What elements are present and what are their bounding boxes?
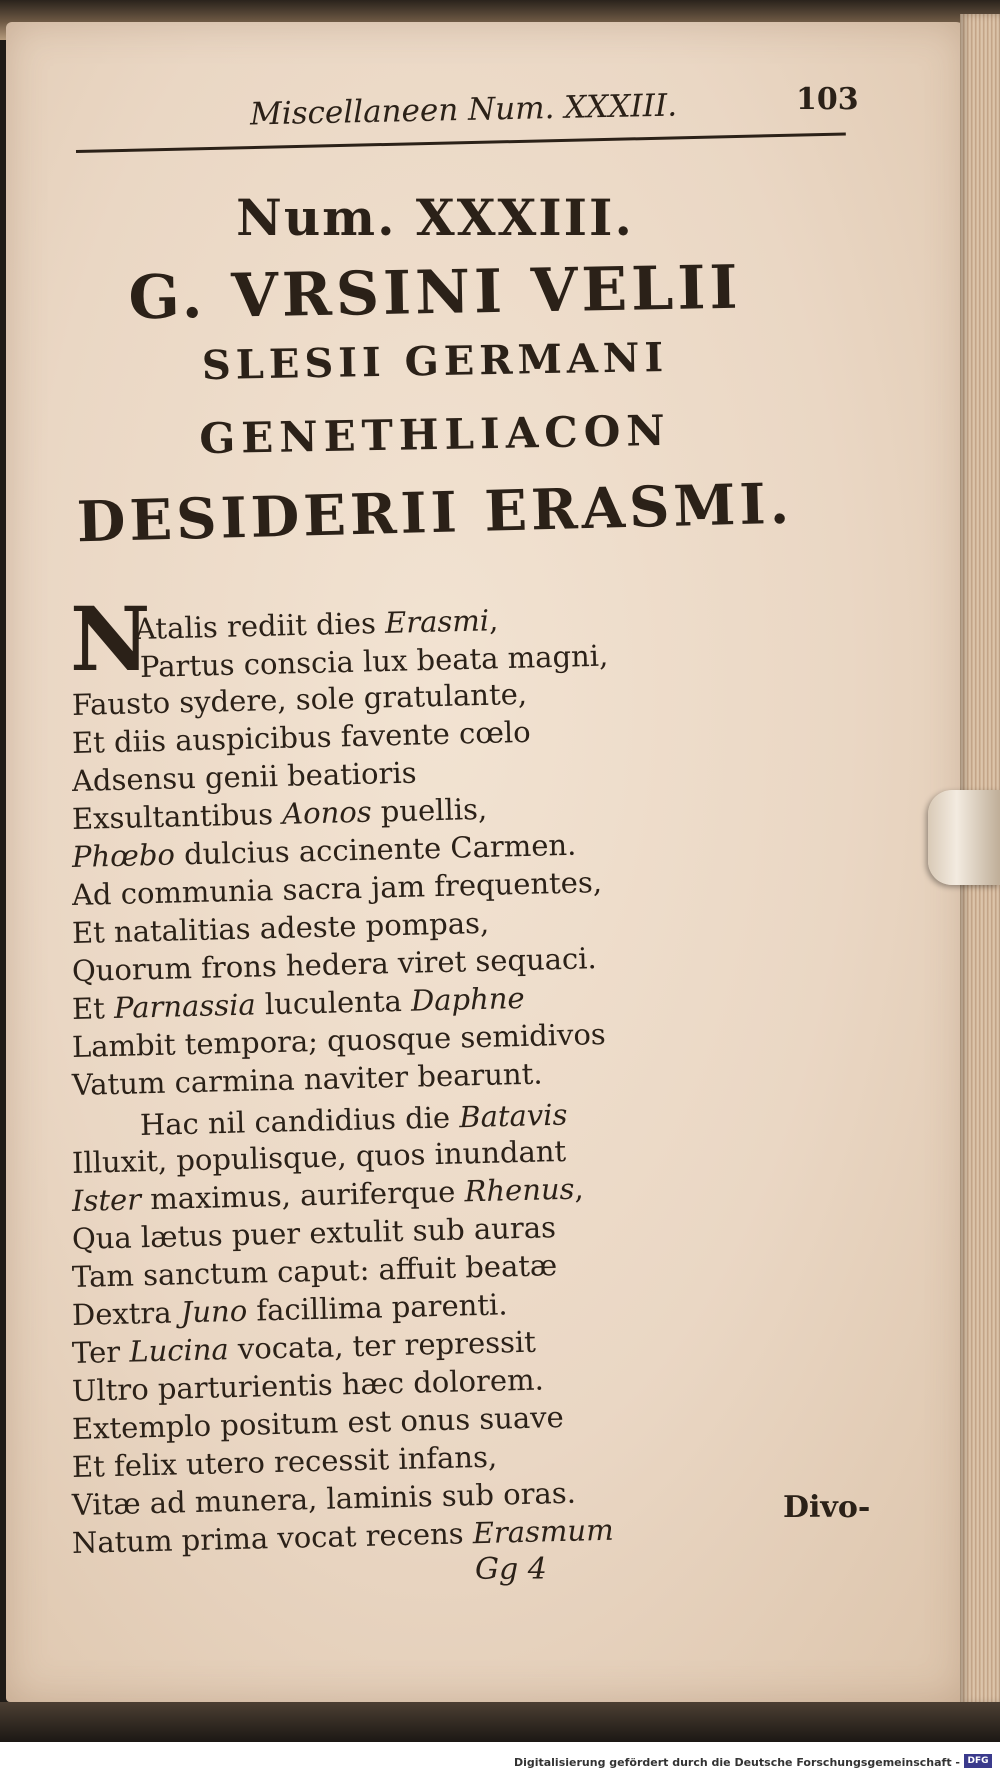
poem-line: Qua lætus puer extulit sub auras <box>71 1210 557 1256</box>
title-genre: GENETHLIACON <box>198 405 672 464</box>
poem-line: Dextra Juno facillima parenti. <box>71 1287 508 1332</box>
title-origin: SLESII GERMANI <box>201 333 669 390</box>
catchword: Divo- <box>783 1490 871 1525</box>
poem-line: Extemplo positum est onus suave <box>71 1399 565 1446</box>
poem-line: Atalis rediit dies Erasmi, <box>134 603 499 646</box>
poem-line: Fausto sydere, sole gratulante, <box>71 676 528 722</box>
poem-line: Vatum carmina naviter bearunt. <box>71 1056 543 1102</box>
page-number: 103 <box>796 82 859 117</box>
poem-line: Et natalitias adeste pompas, <box>71 905 490 950</box>
poem-line: Hac nil candidius die Batavis <box>139 1097 568 1142</box>
poem-line: Et felix utero recessit infans, <box>71 1439 498 1484</box>
digitization-credit: Digitalisierung gefördert durch die Deutsche Forschungsgemeinschaft - <box>513 1756 960 1769</box>
poem-line: Ister maximus, auriferque Rhenus, <box>71 1171 585 1218</box>
title-subject: DESIDERII ERASMI. <box>76 470 794 556</box>
poem-line: Partus conscia lux beata magni, <box>139 638 609 684</box>
poem-line: Ter Lucina vocata, ter repressit <box>71 1324 537 1370</box>
signature-mark: Gg 4 <box>475 1552 547 1587</box>
poem-line: Ad communia sacra jam frequentes, <box>71 865 603 912</box>
dfg-logo-icon: DFG <box>964 1754 992 1768</box>
title-number: Num. XXXIII. <box>236 188 634 247</box>
book-bottom-edge <box>0 1702 1000 1742</box>
poem-line: Exsultantibus Aonos puellis, <box>71 791 488 836</box>
running-title: Miscellaneen Num. XXXIII. <box>249 87 678 133</box>
poem-line: Et diis auspicibus favente cœlo <box>71 714 532 760</box>
title-author: G. VRSINI VELII <box>127 252 743 334</box>
poem-line: Phœbo dulcius accinente Carmen. <box>71 827 577 874</box>
poem-line: Quorum frons hedera viret sequaci. <box>71 941 598 988</box>
poem-line: Et Parnassia luculenta Daphne <box>71 980 525 1026</box>
poem-line: Tam sanctum caput: affuit beatæ <box>71 1248 558 1294</box>
drop-cap: N <box>70 587 151 691</box>
poem-line: Lambit tempora; quosque semidivos <box>71 1016 607 1064</box>
poem-line: Natum prima vocat recens Erasmum <box>71 1512 615 1560</box>
poem-line: Vitæ ad munera, laminis sub oras. <box>71 1475 577 1522</box>
poem-line: Illuxit, populisque, quos inundant <box>71 1133 567 1180</box>
poem-line: Adsensu genii beatioris <box>71 755 417 798</box>
poem-line: Ultro parturientis hæc dolorem. <box>71 1362 545 1408</box>
